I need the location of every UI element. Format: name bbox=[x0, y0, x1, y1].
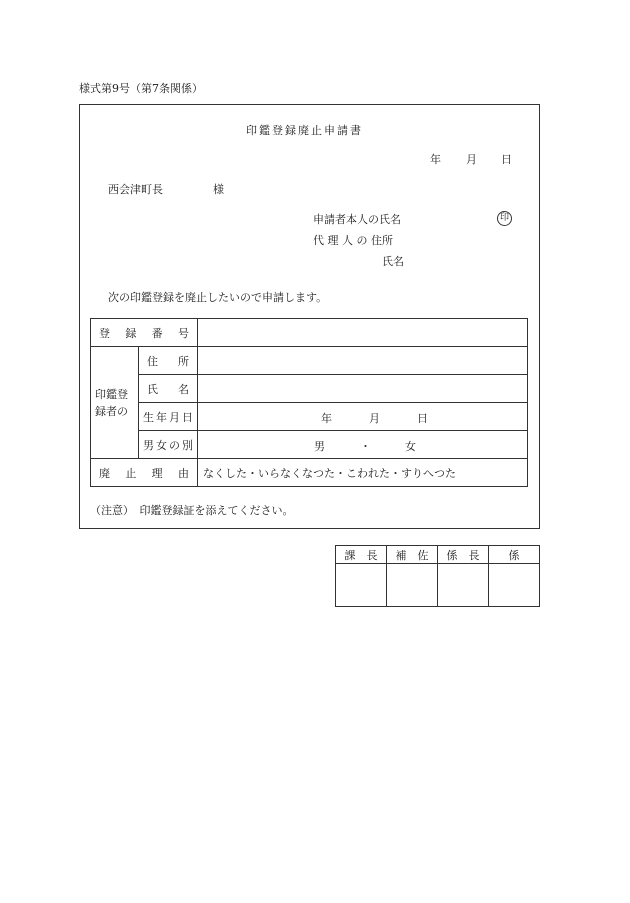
birthdate-field[interactable] bbox=[198, 403, 528, 431]
table-row bbox=[91, 375, 528, 403]
approval-stamp-cell[interactable] bbox=[489, 564, 540, 607]
approval-stamp-cell[interactable] bbox=[387, 564, 438, 607]
form-title: 印鑑登録廃止申請書 bbox=[246, 124, 363, 137]
table-row bbox=[91, 347, 528, 375]
birthdate-day-label: 日 bbox=[417, 412, 428, 425]
reason-label: 廃止理由 bbox=[91, 459, 198, 487]
approval-table bbox=[335, 545, 540, 607]
attachment-note: （注意） 印鑑登録証を添えてください。 bbox=[90, 504, 294, 517]
address-label: 住所 bbox=[139, 347, 198, 375]
approval-stamp-cell[interactable] bbox=[336, 564, 387, 607]
table-row bbox=[91, 319, 528, 347]
table-row bbox=[91, 431, 528, 459]
date-month-label: 月 bbox=[466, 153, 477, 166]
seal-mark: 印 bbox=[497, 211, 512, 226]
registration-number-label: 登録番号 bbox=[91, 319, 198, 347]
birthdate-year-label: 年 bbox=[321, 412, 332, 425]
table-row bbox=[91, 403, 528, 431]
seal-icon bbox=[497, 210, 512, 226]
date-day-label: 日 bbox=[501, 153, 512, 166]
agent-name-label: 氏名 bbox=[382, 255, 404, 268]
registration-table bbox=[90, 318, 528, 487]
birthdate-label: 生年月日 bbox=[139, 403, 198, 431]
address-field[interactable] bbox=[198, 347, 528, 375]
date-year-label: 年 bbox=[430, 153, 441, 166]
sex-label: 男女の別 bbox=[139, 431, 198, 459]
application-statement: 次の印鑑登録を廃止したいので申請します。 bbox=[108, 291, 328, 304]
sex-separator: ・ bbox=[360, 440, 371, 453]
birthdate-month-label: 月 bbox=[369, 412, 380, 425]
approval-header-assistant: 補 佐 bbox=[387, 546, 438, 564]
table-row bbox=[91, 459, 528, 487]
sex-field[interactable] bbox=[198, 431, 528, 459]
addressee-honorific: 様 bbox=[213, 183, 224, 196]
form-number: 様式第9号（第7条関係） bbox=[79, 82, 203, 95]
name-label: 氏名 bbox=[139, 375, 198, 403]
reason-field[interactable]: なくした・いらなくなつた・こわれた・すりへつた bbox=[198, 459, 528, 487]
addressee-name: 西会津町長 bbox=[108, 183, 163, 196]
approval-stamp-cell[interactable] bbox=[438, 564, 489, 607]
sex-male-option[interactable]: 男 bbox=[314, 440, 325, 453]
table-row bbox=[336, 546, 540, 564]
registration-number-field[interactable] bbox=[198, 319, 528, 347]
sex-female-option[interactable]: 女 bbox=[405, 440, 416, 453]
approval-header-subsection-chief: 係 長 bbox=[438, 546, 489, 564]
applicant-own-name-label: 申請者本人の氏名 bbox=[313, 213, 401, 226]
approval-header-section-chief: 課 長 bbox=[336, 546, 387, 564]
table-row bbox=[336, 564, 540, 607]
agent-address-label: 代 理 人 の 住所 bbox=[313, 234, 393, 247]
approval-header-staff: 係 bbox=[489, 546, 540, 564]
name-field[interactable] bbox=[198, 375, 528, 403]
registrant-group-label: 印鑑登録者の bbox=[91, 347, 139, 459]
